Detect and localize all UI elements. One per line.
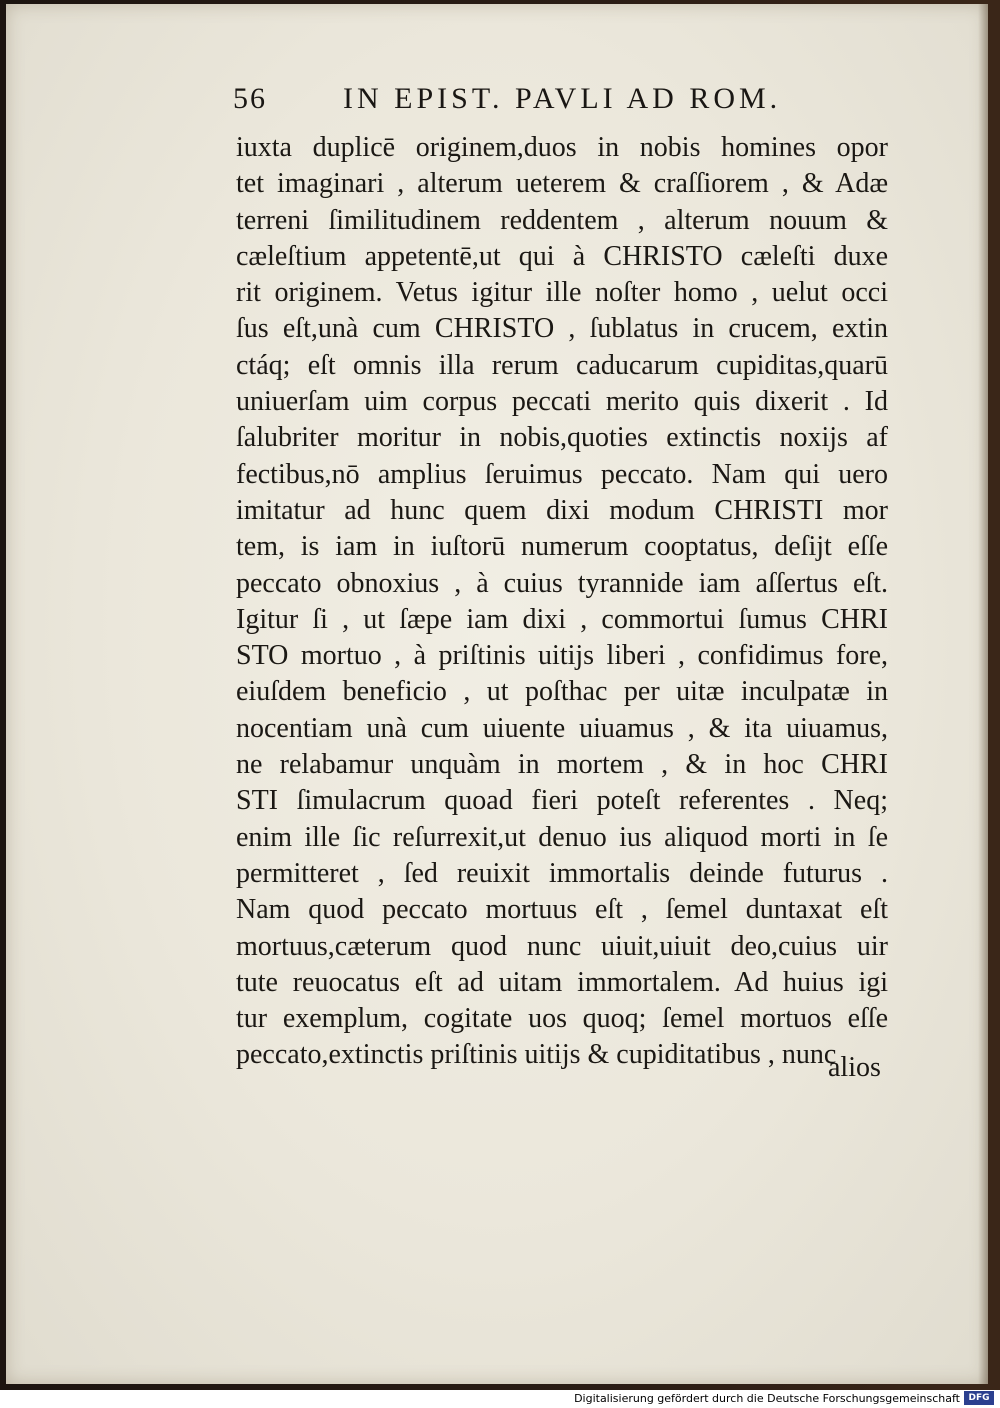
text-line: rit originem. Vetus igitur ille noſter homo , uelut occi bbox=[236, 277, 888, 309]
text-line: STI ſimulacrum quoad fieri poteſt referentes . Neq; bbox=[236, 785, 888, 817]
dfg-logo: DFG bbox=[964, 1391, 994, 1405]
text-line: ſalubriter moritur in nobis,quoties extinctis noxijs af bbox=[236, 422, 888, 454]
text-line: Igitur ſi , ut ſæpe iam dixi , commortui ſumus CHRI bbox=[236, 603, 888, 635]
page-edge-shadow bbox=[978, 4, 988, 1384]
text-line: Nam quod peccato mortuus eſt , ſemel duntaxat eſt bbox=[236, 894, 888, 926]
text-line: uniuerſam uim corpus peccati merito quis dixerit . Id bbox=[236, 386, 888, 418]
text-line: imitatur ad hunc quem dixi modum CHRISTI mor bbox=[236, 494, 888, 526]
text-line: tet imaginari , alterum ueterem & craſſiorem , & Adæ bbox=[236, 168, 888, 200]
running-head bbox=[233, 82, 833, 122]
text-line: peccato obnoxius , à cuius tyrannide iam aſſertus eſt. bbox=[236, 567, 888, 599]
text-line: STO mortuo , à priſtinis uitijs liberi , confidimus fore, bbox=[236, 640, 888, 672]
text-line: peccato,extinctis priſtinis uitijs & cupiditatibus , nunc bbox=[236, 1039, 837, 1071]
text-line: eiuſdem beneficio , ut poſthac per uitæ inculpatæ in bbox=[236, 676, 888, 708]
text-line: cæleſtium appetentē,ut qui à CHRISTO cæleſti duxe bbox=[236, 240, 888, 272]
text-line: ctáq; eſt omnis illa rerum caducarum cupiditas,quarū bbox=[236, 349, 888, 381]
text-line: terreni ſimilitudinem reddentem , alterum nouum & bbox=[236, 204, 888, 236]
text-line: nocentiam unà cum uiuente uiuamus , & ita uiuamus, bbox=[236, 712, 888, 744]
text-line: tem, is iam in iuſtorū numerum cooptatus, deſijt eſſe bbox=[236, 531, 888, 563]
digitization-credit: Digitalisierung gefördert durch die Deutsche Forschungsgemeinschaft bbox=[574, 1392, 960, 1405]
text-line: ſus eſt,unà cum CHRISTO , ſublatus in crucem, extin bbox=[236, 313, 888, 345]
catchword: alios bbox=[828, 1052, 881, 1083]
body-text bbox=[236, 130, 888, 1074]
text-line: fectibus,nō amplius ſeruimus peccato. Nam qui uero bbox=[236, 458, 888, 490]
text-line: mortuus,cæterum quod nunc uiuit,uiuit deo,cuius uir bbox=[236, 930, 888, 962]
page-number: 56 bbox=[233, 82, 267, 115]
running-head-title: IN EPIST. PAVLI AD ROM. bbox=[343, 82, 782, 115]
text-line: permitteret , ſed reuixit immortalis deinde futurus . bbox=[236, 857, 888, 889]
text-line: iuxta duplicē originem,duos in nobis homines opor bbox=[236, 132, 888, 163]
text-line: tur exemplum, cogitate uos quoq; ſemel mortuos eſſe bbox=[236, 1003, 888, 1035]
text-line: ne relabamur unquàm in mortem , & in hoc CHRI bbox=[236, 749, 888, 781]
text-line: tute reuocatus eſt ad uitam immortalem. Ad huius igi bbox=[236, 966, 888, 998]
text-line: enim ille ſic reſurrexit,ut denuo ius aliquod morti in ſe bbox=[236, 821, 888, 853]
